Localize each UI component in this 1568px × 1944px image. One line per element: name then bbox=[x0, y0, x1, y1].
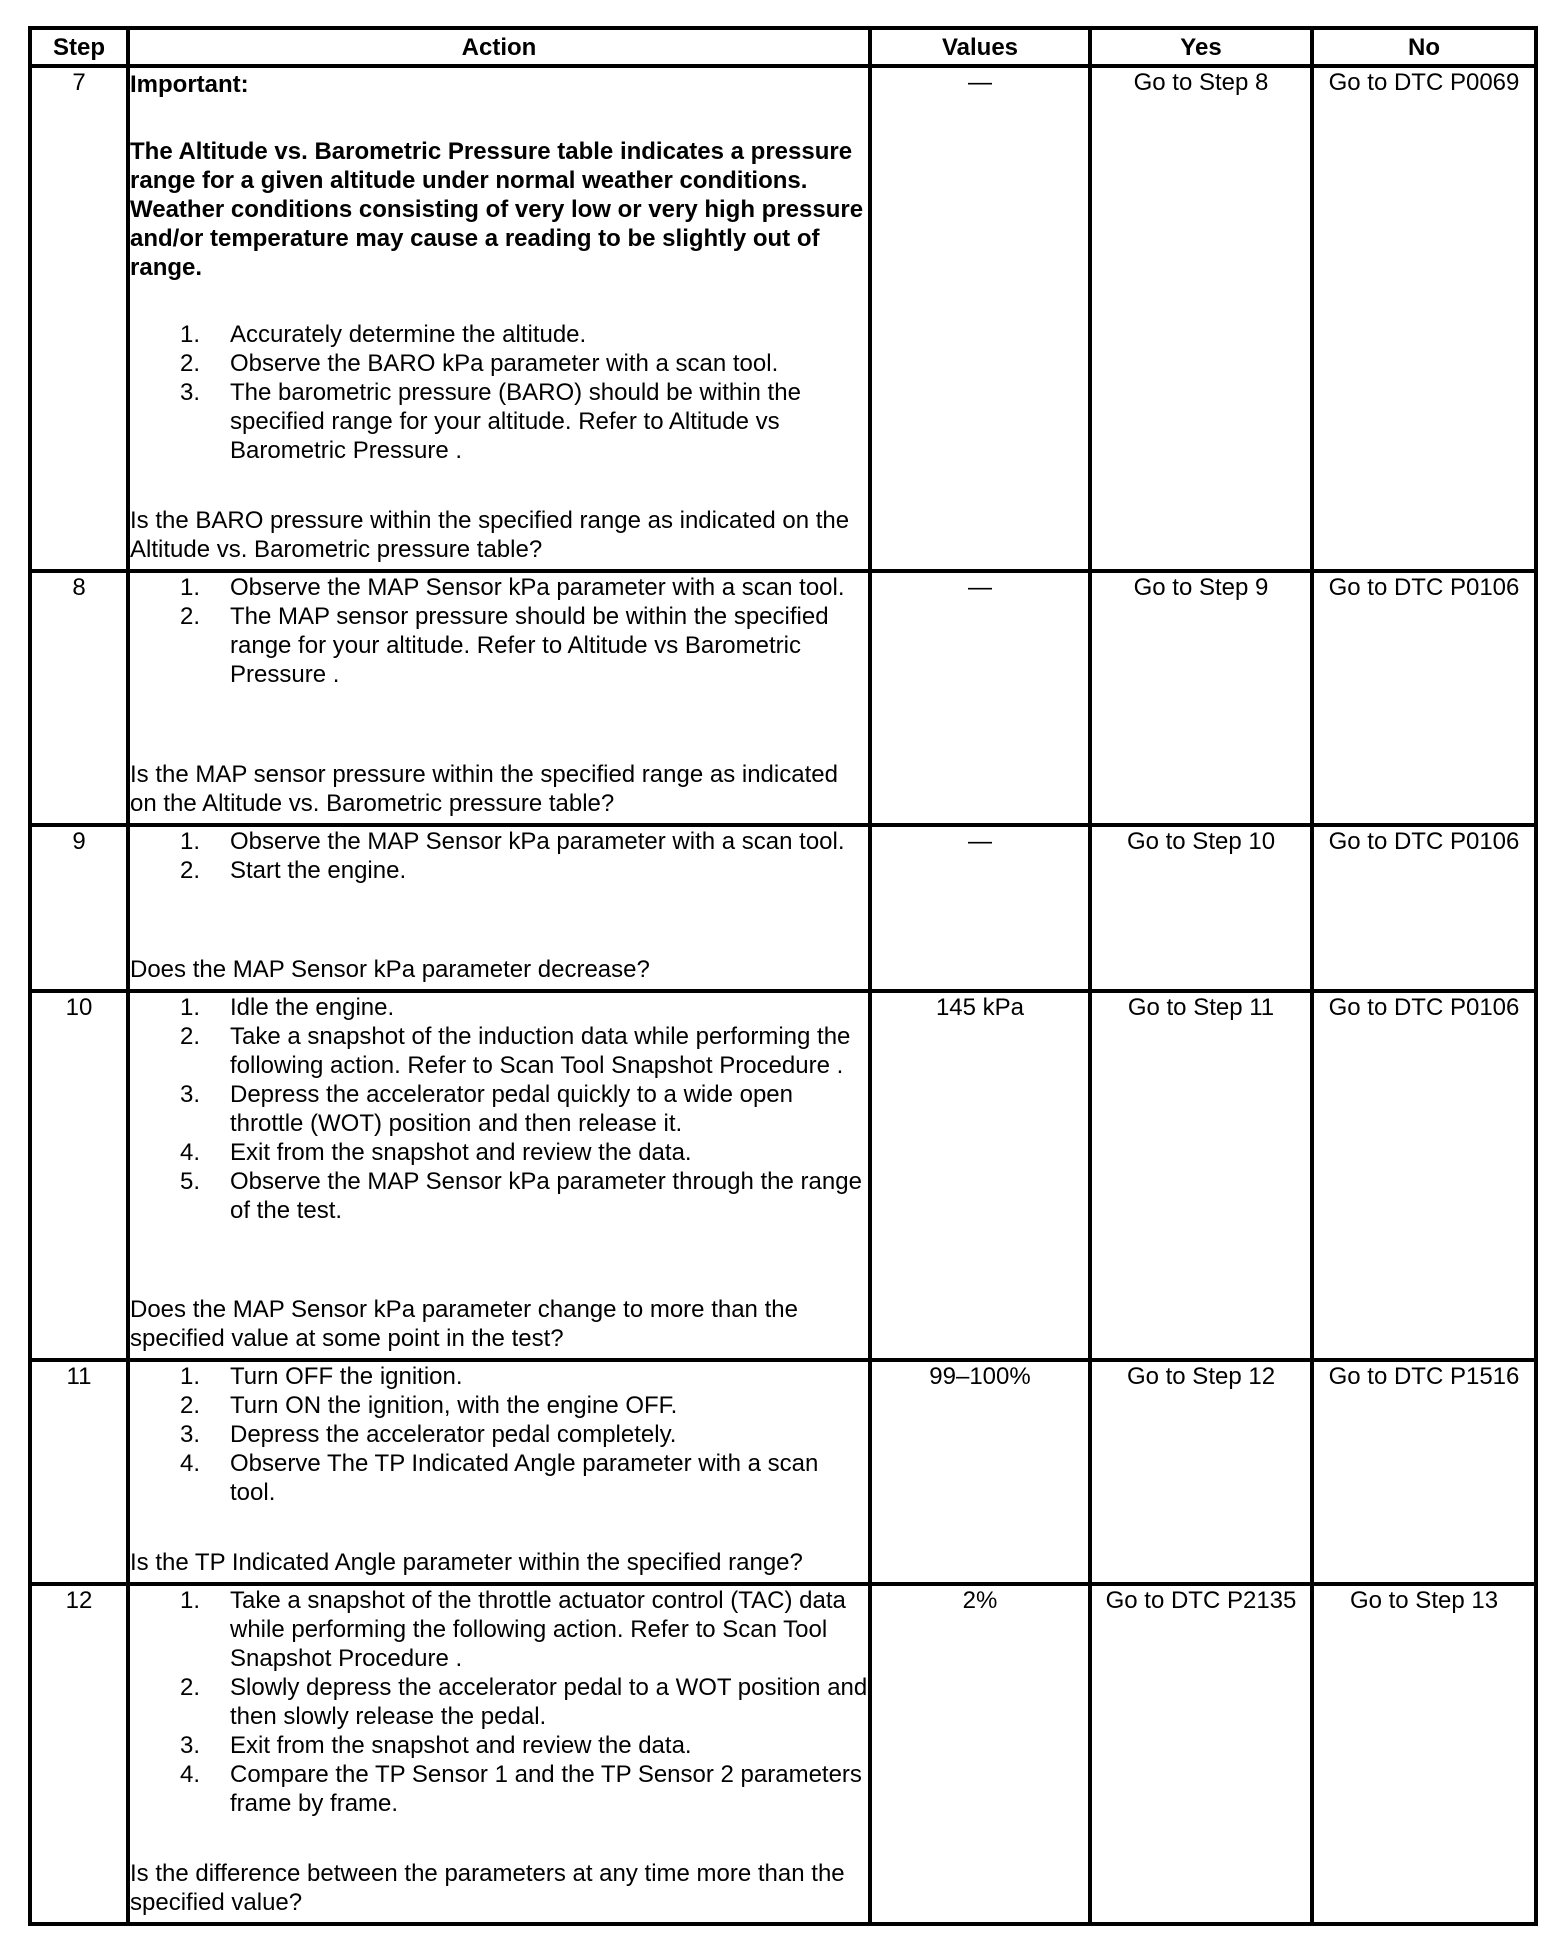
action-top bbox=[130, 993, 868, 1225]
header-no: No bbox=[1312, 28, 1536, 66]
table-row bbox=[30, 825, 1536, 991]
step-text: Exit from the snapshot and review the data. bbox=[230, 1732, 692, 1759]
step-index: 1. bbox=[180, 994, 201, 1021]
procedure-list bbox=[130, 1586, 868, 1818]
table-row bbox=[30, 1584, 1536, 1924]
procedure-step bbox=[130, 1138, 868, 1167]
step-number: 12 bbox=[30, 1584, 128, 1924]
procedure-list bbox=[130, 320, 868, 465]
question-text: Is the difference between the parameters at any time more than the specified value? bbox=[130, 1860, 845, 1916]
yes-action: Go to Step 9 bbox=[1133, 574, 1269, 601]
action-top bbox=[130, 827, 868, 885]
header-yes: Yes bbox=[1090, 28, 1312, 66]
step-index: 1. bbox=[180, 1587, 201, 1614]
step-number: 11 bbox=[30, 1360, 128, 1584]
step-index: 3. bbox=[180, 379, 201, 406]
step-number: 8 bbox=[30, 571, 128, 825]
no-action: Go to DTC P0106 bbox=[1328, 828, 1520, 855]
no-cell bbox=[1312, 1360, 1536, 1584]
step-text: Observe the BARO kPa parameter with a scan tool. bbox=[230, 350, 779, 377]
no-cell bbox=[1312, 66, 1536, 571]
action-content bbox=[130, 827, 868, 985]
question-text: Does the MAP Sensor kPa parameter decrease? bbox=[130, 956, 650, 983]
yes-action: Go to Step 11 bbox=[1127, 994, 1275, 1021]
action-top bbox=[130, 68, 868, 465]
action-top bbox=[130, 1586, 868, 1818]
procedure-step bbox=[130, 349, 868, 378]
step-index: 4. bbox=[180, 1450, 201, 1477]
step-index: 5. bbox=[180, 1168, 201, 1195]
action-content bbox=[130, 993, 868, 1354]
no-action: Go to DTC P0106 bbox=[1328, 994, 1520, 1021]
step-text: Observe the MAP Sensor kPa parameter with a scan tool. bbox=[230, 574, 845, 601]
value-cell: — bbox=[870, 66, 1090, 571]
procedure-step bbox=[130, 1420, 868, 1449]
step-text: The MAP sensor pressure should be within the specified range for your altitude. Refer to Altitude vs Barometric Pressure . bbox=[230, 603, 829, 688]
value-cell: 2% bbox=[870, 1584, 1090, 1924]
yes-cell bbox=[1090, 1360, 1312, 1584]
step-index: 4. bbox=[180, 1139, 201, 1166]
step-index: 3. bbox=[180, 1081, 201, 1108]
step-text: Turn OFF the ignition. bbox=[230, 1363, 463, 1390]
procedure-step bbox=[130, 827, 868, 856]
important-label: Important: bbox=[130, 71, 249, 98]
no-action: Go to Step 13 bbox=[1349, 1587, 1499, 1614]
action-cell bbox=[128, 571, 870, 825]
action-top bbox=[130, 573, 868, 689]
step-text: Observe the MAP Sensor kPa parameter with a scan tool. bbox=[230, 828, 845, 855]
no-action: Go to DTC P0069 bbox=[1328, 69, 1520, 96]
step-text: Take a snapshot of the throttle actuator control (TAC) data while performing the following action. Refer to Scan Tool Snapshot Procedure . bbox=[230, 1587, 846, 1672]
no-action: Go to DTC P1516 bbox=[1328, 1363, 1520, 1390]
action-cell bbox=[128, 1584, 870, 1924]
procedure-list bbox=[130, 993, 868, 1225]
action-content bbox=[130, 1362, 868, 1578]
procedure-list bbox=[130, 1362, 868, 1507]
procedure-step bbox=[130, 1167, 868, 1225]
step-index: 1. bbox=[180, 828, 201, 855]
procedure-step bbox=[130, 993, 868, 1022]
step-index: 3. bbox=[180, 1421, 201, 1448]
yes-action: Go to Step 10 bbox=[1126, 828, 1276, 855]
yes-action: Go to DTC P2135 bbox=[1105, 1587, 1297, 1614]
action-cell bbox=[128, 1360, 870, 1584]
step-index: 2. bbox=[180, 1392, 201, 1419]
procedure-step bbox=[130, 378, 868, 465]
step-text: Idle the engine. bbox=[230, 994, 395, 1021]
table-row bbox=[30, 991, 1536, 1360]
action-cell bbox=[128, 825, 870, 991]
step-number: 9 bbox=[30, 825, 128, 991]
step-text: Depress the accelerator pedal quickly to a wide open throttle (WOT) position and then release it. bbox=[230, 1081, 793, 1137]
step-text: Start the engine. bbox=[230, 857, 407, 884]
yes-action: Go to Step 12 bbox=[1126, 1363, 1276, 1390]
question-text: Is the TP Indicated Angle parameter within the specified range? bbox=[130, 1549, 803, 1576]
yes-cell bbox=[1090, 825, 1312, 991]
no-cell bbox=[1312, 571, 1536, 825]
diagnostic-table bbox=[28, 26, 1538, 1926]
important-note: The Altitude vs. Barometric Pressure table indicates a pressure range for a given altitude under normal weather conditions. Weather conditions consisting of very low or very high pressure and/or temperature may cause a reading to be slightly out of range. bbox=[130, 138, 864, 281]
procedure-step bbox=[130, 1449, 868, 1507]
step-index: 1. bbox=[180, 574, 201, 601]
procedure-step bbox=[130, 1022, 868, 1080]
step-text: Exit from the snapshot and review the data. bbox=[230, 1139, 692, 1166]
step-text: Take a snapshot of the induction data while performing the following action. Refer to Scan Tool Snapshot Procedure . bbox=[230, 1023, 851, 1079]
step-index: 3. bbox=[180, 1732, 201, 1759]
action-top bbox=[130, 1362, 868, 1507]
no-cell bbox=[1312, 825, 1536, 991]
procedure-step bbox=[130, 1586, 868, 1673]
step-text: Depress the accelerator pedal completely. bbox=[230, 1421, 677, 1448]
question-text: Is the MAP sensor pressure within the specified range as indicated on the Altitude vs. Barometric pressure table? bbox=[130, 761, 838, 817]
no-action: Go to DTC P0106 bbox=[1328, 574, 1520, 601]
table-row bbox=[30, 1360, 1536, 1584]
step-text: Accurately determine the altitude. bbox=[230, 321, 587, 348]
action-content bbox=[130, 573, 868, 819]
step-index: 2. bbox=[180, 1674, 201, 1701]
step-text: Turn ON the ignition, with the engine OFF. bbox=[230, 1392, 678, 1419]
step-number: 10 bbox=[30, 991, 128, 1360]
table-row bbox=[30, 66, 1536, 571]
yes-cell bbox=[1090, 991, 1312, 1360]
step-index: 2. bbox=[180, 350, 201, 377]
step-index: 2. bbox=[180, 1023, 201, 1050]
action-content bbox=[130, 68, 868, 565]
procedure-step bbox=[130, 1362, 868, 1391]
step-index: 1. bbox=[180, 321, 201, 348]
step-text: Compare the TP Sensor 1 and the TP Sensor 2 parameters frame by frame. bbox=[230, 1761, 862, 1817]
header-row bbox=[30, 28, 1536, 66]
procedure-step bbox=[130, 1080, 868, 1138]
header-step: Step bbox=[30, 28, 128, 66]
procedure-step bbox=[130, 320, 868, 349]
header-action: Action bbox=[128, 28, 870, 66]
step-index: 4. bbox=[180, 1761, 201, 1788]
procedure-step bbox=[130, 856, 868, 885]
value-cell: — bbox=[870, 825, 1090, 991]
question-text: Does the MAP Sensor kPa parameter change to more than the specified value at some point in the test? bbox=[130, 1296, 798, 1352]
step-text: The barometric pressure (BARO) should be within the specified range for your altitude. Refer to Altitude vs Barometric Pressure . bbox=[230, 379, 801, 464]
yes-action: Go to Step 8 bbox=[1133, 69, 1269, 96]
value-cell: 145 kPa bbox=[870, 991, 1090, 1360]
step-text: Observe the MAP Sensor kPa parameter through the range of the test. bbox=[230, 1168, 862, 1224]
step-number: 7 bbox=[30, 66, 128, 571]
yes-cell bbox=[1090, 571, 1312, 825]
step-index: 2. bbox=[180, 603, 201, 630]
question-text: Is the BARO pressure within the specified range as indicated on the Altitude vs. Barometric pressure table? bbox=[130, 507, 850, 563]
step-text: Slowly depress the accelerator pedal to a WOT position and then slowly release the pedal. bbox=[230, 1674, 868, 1730]
value-cell: — bbox=[870, 571, 1090, 825]
table-row bbox=[30, 571, 1536, 825]
no-cell bbox=[1312, 991, 1536, 1360]
procedure-list bbox=[130, 573, 868, 689]
step-index: 1. bbox=[180, 1363, 201, 1390]
action-cell bbox=[128, 66, 870, 571]
header-values: Values bbox=[870, 28, 1090, 66]
step-text: Observe The TP Indicated Angle parameter with a scan tool. bbox=[230, 1450, 819, 1506]
procedure-list bbox=[130, 827, 868, 885]
procedure-step bbox=[130, 1673, 868, 1731]
action-content bbox=[130, 1586, 868, 1918]
yes-cell bbox=[1090, 1584, 1312, 1924]
procedure-step bbox=[130, 602, 868, 689]
step-index: 2. bbox=[180, 857, 201, 884]
no-cell bbox=[1312, 1584, 1536, 1924]
procedure-step bbox=[130, 1391, 868, 1420]
value-cell: 99–100% bbox=[870, 1360, 1090, 1584]
action-cell bbox=[128, 991, 870, 1360]
procedure-step bbox=[130, 1760, 868, 1818]
yes-cell bbox=[1090, 66, 1312, 571]
procedure-step bbox=[130, 573, 868, 602]
procedure-step bbox=[130, 1731, 868, 1760]
